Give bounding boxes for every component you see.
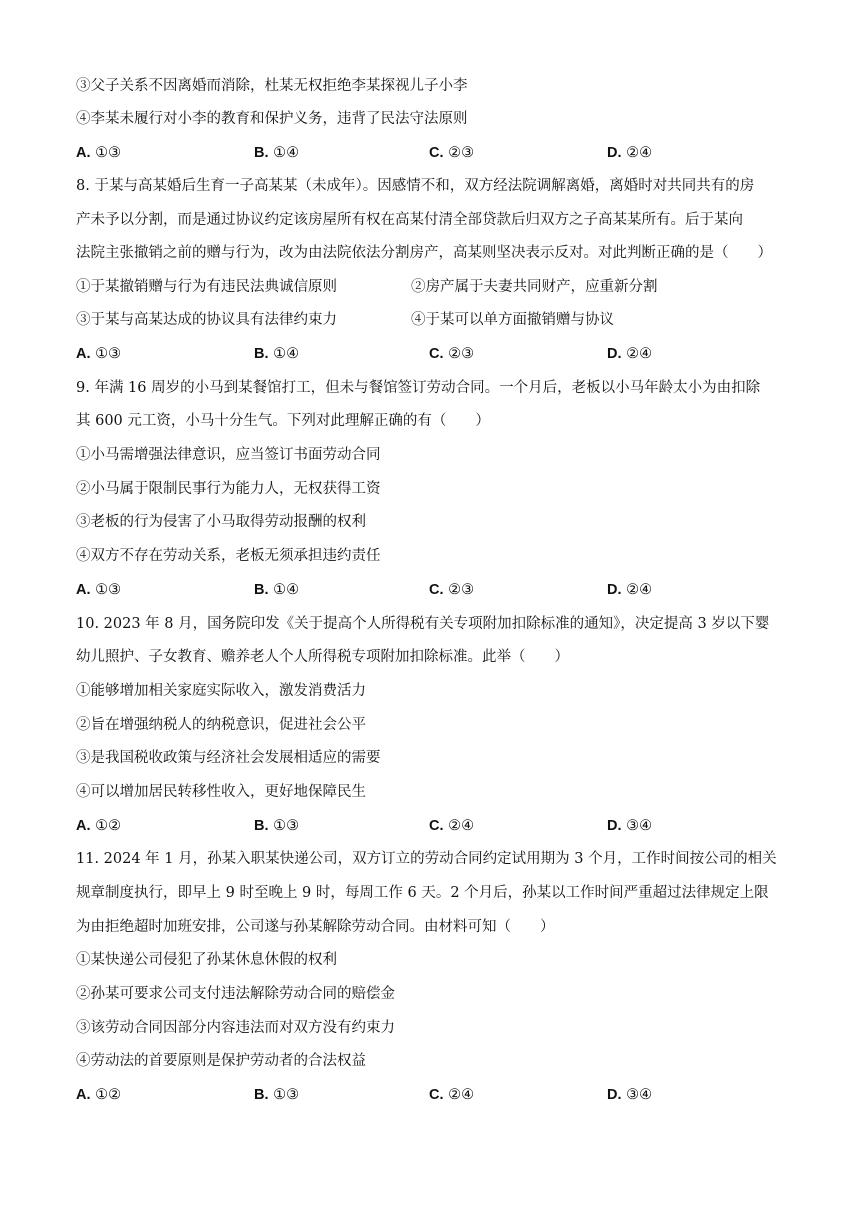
q8-stem-line-3: 法院主张撤销之前的赠与行为，改为由法院依法分割房产，高某则坚决表示反对。对此判断正确的是（ ） bbox=[76, 245, 772, 261]
q8-option-c[interactable]: C. ②③ bbox=[429, 346, 475, 362]
q8-stem-line-2: 产未予以分割，而是通过协议约定该房屋所有权在高某付清全部贷款后归双方之子高某某所有。后于某向 bbox=[76, 212, 743, 228]
q7-item-3: ③父子关系不因离婚而消除，杜某无权拒绝李某探视儿子小李 bbox=[76, 78, 468, 94]
q7-item-4: ④李某未履行对小李的教育和保护义务，违背了民法守法原则 bbox=[76, 111, 468, 127]
q9-item-2: ②小马属于限制民事行为能力人，无权获得工资 bbox=[76, 481, 381, 497]
q10-item-4: ④可以增加居民转移性收入，更好地保障民生 bbox=[76, 784, 366, 800]
q11-item-2: ②孙某可要求公司支付违法解除劳动合同的赔偿金 bbox=[76, 986, 395, 1002]
q10-option-b[interactable]: B. ①③ bbox=[254, 818, 300, 834]
q10-item-1: ①能够增加相关家庭实际收入，激发消费活力 bbox=[76, 683, 366, 699]
q8-item-1: ①于某撤销赠与行为有违民法典诚信原则 bbox=[76, 279, 337, 295]
q8-stem-line-1: 8. 于某与高某婚后生育一子高某某（未成年）。因感情不和，双方经法院调解离婚，离婚时对共同共有的房 bbox=[76, 178, 755, 194]
q8-item-4: ④于某可以单方面撤销赠与协议 bbox=[411, 312, 614, 328]
q8-item-2: ②房产属于夫妻共同财产，应重新分割 bbox=[411, 279, 658, 295]
q9-stem-line-2: 其 600 元工资，小马十分生气。下列对此理解正确的有（ ） bbox=[76, 413, 490, 429]
q10-option-c[interactable]: C. ②④ bbox=[429, 818, 475, 834]
q10-options bbox=[76, 816, 776, 836]
q7-option-a[interactable]: A. ①③ bbox=[76, 145, 122, 161]
q8-option-d[interactable]: D. ②④ bbox=[607, 346, 653, 362]
q10-item-3: ③是我国税收政策与经济社会发展相适应的需要 bbox=[76, 750, 381, 766]
q9-option-c[interactable]: C. ②③ bbox=[429, 582, 475, 598]
q10-item-2: ②旨在增强纳税人的纳税意识，促进社会公平 bbox=[76, 717, 366, 733]
q11-options bbox=[76, 1085, 776, 1105]
q7-option-d[interactable]: D. ②④ bbox=[607, 145, 653, 161]
q11-option-b[interactable]: B. ①③ bbox=[254, 1087, 300, 1103]
q8-item-3: ③于某与高某达成的协议具有法律约束力 bbox=[76, 312, 337, 328]
q8-option-b[interactable]: B. ①④ bbox=[254, 346, 300, 362]
q7-option-c[interactable]: C. ②③ bbox=[429, 145, 475, 161]
q7-option-b[interactable]: B. ①④ bbox=[254, 145, 300, 161]
q10-stem-line-1: 10. 2023 年 8 月，国务院印发《关于提高个人所得税有关专项附加扣除标准的通知》，决定提高 3 岁以下婴 bbox=[76, 616, 770, 632]
q10-option-d[interactable]: D. ③④ bbox=[607, 818, 653, 834]
q11-stem-line-1: 11. 2024 年 1 月，孙某入职某快递公司，双方订立的劳动合同约定试用期为 3 个月，工作时间按公司的相关 bbox=[76, 851, 777, 867]
q8-option-a[interactable]: A. ①③ bbox=[76, 346, 122, 362]
q10-option-a[interactable]: A. ①② bbox=[76, 818, 122, 834]
q11-stem-line-2: 规章制度执行，即早上 9 时至晚上 9 时，每周工作 6 天。2 个月后，孙某以工作时间严重超过法律规定上限 bbox=[76, 885, 769, 901]
q9-option-b[interactable]: B. ①④ bbox=[254, 582, 300, 598]
q9-option-d[interactable]: D. ②④ bbox=[607, 582, 653, 598]
q9-item-4: ④双方不存在劳动关系，老板无须承担违约责任 bbox=[76, 548, 381, 564]
q11-item-3: ③该劳动合同因部分内容违法而对双方没有约束力 bbox=[76, 1020, 395, 1036]
q9-item-1: ①小马需增强法律意识，应当签订书面劳动合同 bbox=[76, 447, 381, 463]
q11-stem-line-3: 为由拒绝超时加班安排，公司遂与孙某解除劳动合同。由材料可知（ ） bbox=[76, 919, 555, 935]
q9-options bbox=[76, 580, 776, 600]
q11-item-1: ①某快递公司侵犯了孙某休息休假的权利 bbox=[76, 952, 337, 968]
q11-option-c[interactable]: C. ②④ bbox=[429, 1087, 475, 1103]
q11-item-4: ④劳动法的首要原则是保护劳动者的合法权益 bbox=[76, 1053, 366, 1069]
q9-stem-line-1: 9. 年满 16 周岁的小马到某餐馆打工，但未与餐馆签订劳动合同。一个月后，老板以小马年龄太小为由扣除 bbox=[76, 380, 761, 396]
q9-item-3: ③老板的行为侵害了小马取得劳动报酬的权利 bbox=[76, 514, 366, 530]
q8-options bbox=[76, 344, 776, 364]
q11-option-d[interactable]: D. ③④ bbox=[607, 1087, 653, 1103]
q9-option-a[interactable]: A. ①③ bbox=[76, 582, 122, 598]
q7-options bbox=[76, 143, 776, 163]
q10-stem-line-2: 幼儿照护、子女教育、赡养老人个人所得税专项附加扣除标准。此举（ ） bbox=[76, 649, 569, 665]
q11-option-a[interactable]: A. ①② bbox=[76, 1087, 122, 1103]
